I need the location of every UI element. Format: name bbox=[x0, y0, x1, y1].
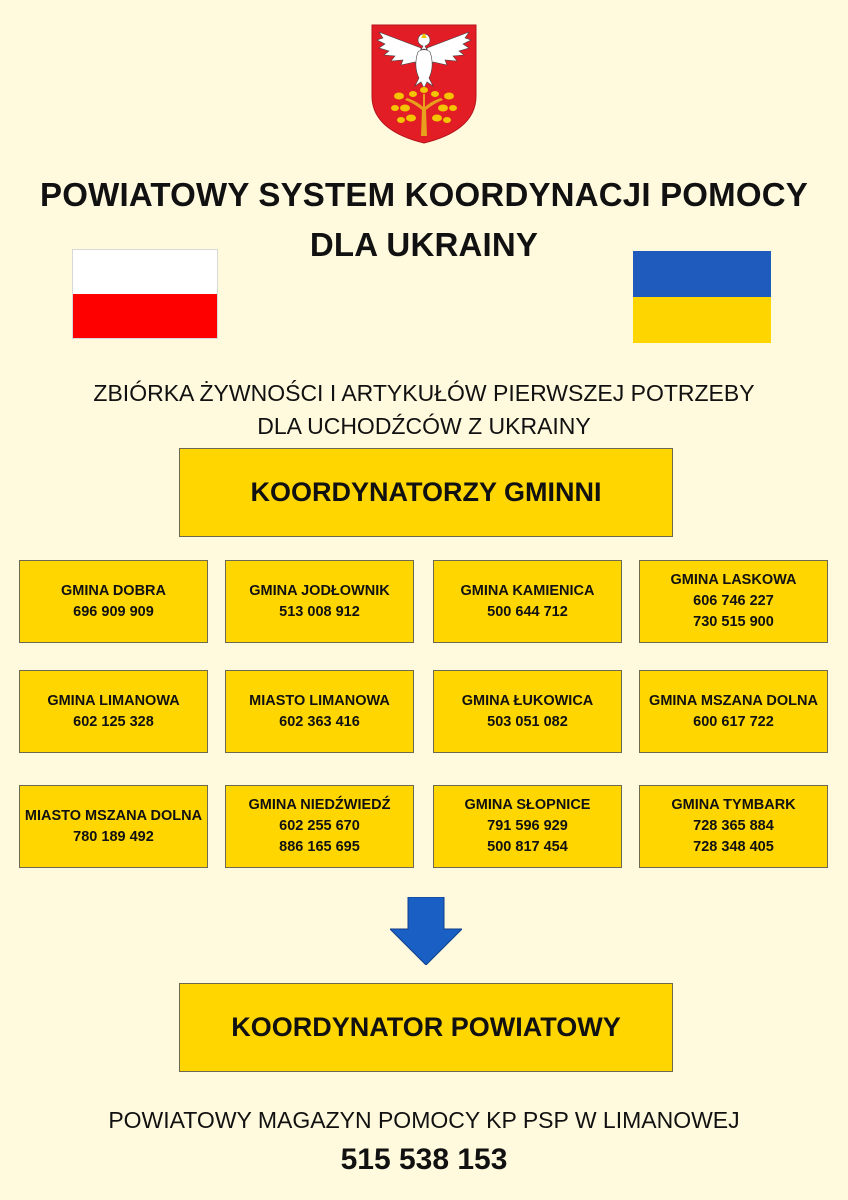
coordinator-name: GMINA LASKOWA bbox=[670, 572, 797, 588]
coordinator-card bbox=[433, 670, 622, 753]
coordinator-phone: 696 909 909 bbox=[73, 603, 154, 620]
coordinator-name: GMINA ŁUKOWICA bbox=[461, 692, 594, 709]
coordinator-card bbox=[225, 785, 414, 868]
coordinator-name: GMINA SŁOPNICE bbox=[464, 797, 591, 813]
municipal-coordinators-heading: KOORDYNATORZY GMINNI bbox=[179, 448, 673, 537]
coordinator-name: GMINA TYMBARK bbox=[671, 797, 796, 813]
coordinator-phone: 886 165 695 bbox=[279, 839, 360, 855]
page-title-line-1: POWIATOWY SYSTEM KOORDYNACJI POMOCY bbox=[40, 176, 808, 213]
arrow-down-icon bbox=[390, 897, 462, 965]
coordinator-phone: 730 515 900 bbox=[693, 614, 774, 630]
coordinator-phone: 602 255 670 bbox=[279, 818, 360, 834]
county-phone: 515 538 153 bbox=[340, 1143, 508, 1176]
coordinator-name: GMINA NIEDŹWIEDŹ bbox=[248, 797, 391, 813]
coordinator-name: GMINA KAMIENICA bbox=[460, 582, 595, 599]
coordinator-phone: 503 051 082 bbox=[487, 713, 568, 730]
coordinator-phone: 600 617 722 bbox=[693, 713, 774, 730]
coordinator-card bbox=[225, 560, 414, 643]
coordinator-phone: 500 817 454 bbox=[487, 839, 568, 855]
coordinator-card bbox=[225, 670, 414, 753]
ukraine-flag-icon bbox=[633, 251, 771, 343]
warehouse-label: POWIATOWY MAGAZYN POMOCY KP PSP W LIMANOWEJ bbox=[108, 1107, 740, 1133]
coordinator-phone: 602 125 328 bbox=[73, 713, 154, 730]
coordinator-name: GMINA MSZANA DOLNA bbox=[649, 692, 818, 709]
coordinator-phone: 500 644 712 bbox=[487, 603, 568, 620]
coat-of-arms-icon bbox=[371, 24, 477, 144]
coordinator-phone: 606 746 227 bbox=[693, 593, 774, 609]
coordinator-phone: 728 348 405 bbox=[693, 839, 774, 855]
coordinator-card bbox=[639, 560, 828, 643]
subtitle-line-2: DLA UCHODŹCÓW Z UKRAINY bbox=[257, 413, 591, 439]
ukraine-flag-blue-stripe bbox=[633, 251, 771, 297]
coordinator-phone: 602 363 416 bbox=[279, 713, 360, 730]
poland-flag-white-stripe bbox=[73, 250, 217, 294]
coordinator-phone: 780 189 492 bbox=[73, 828, 154, 845]
poland-flag-red-stripe bbox=[73, 294, 217, 338]
subtitle-line-1: ZBIÓRKA ŻYWNOŚCI I ARTYKUŁÓW PIERWSZEJ POTRZEBY bbox=[93, 380, 755, 406]
coordinator-phone: 728 365 884 bbox=[693, 818, 774, 834]
coordinator-name: MIASTO LIMANOWA bbox=[249, 692, 390, 709]
page-title-line-2: DLA UKRAINY bbox=[309, 226, 539, 263]
coordinator-name: GMINA DOBRA bbox=[61, 582, 166, 599]
coordinator-card bbox=[19, 560, 208, 643]
coordinator-name: GMINA LIMANOWA bbox=[47, 692, 180, 709]
county-coordinator-heading: KOORDYNATOR POWIATOWY bbox=[179, 983, 673, 1072]
coordinator-card bbox=[639, 670, 828, 753]
coordinator-name: MIASTO MSZANA DOLNA bbox=[24, 807, 203, 824]
coordinator-card bbox=[639, 785, 828, 868]
coordinator-phone: 791 596 929 bbox=[487, 818, 568, 834]
subtitle bbox=[0, 377, 848, 443]
coordinator-card bbox=[433, 560, 622, 643]
coordinator-phone: 513 008 912 bbox=[279, 603, 360, 620]
coordinator-card bbox=[19, 785, 208, 868]
poland-flag-icon bbox=[72, 249, 218, 339]
coordinator-name: GMINA JODŁOWNIK bbox=[249, 582, 390, 599]
coordinator-card bbox=[19, 670, 208, 753]
coordinator-card bbox=[433, 785, 622, 868]
ukraine-flag-yellow-stripe bbox=[633, 297, 771, 343]
